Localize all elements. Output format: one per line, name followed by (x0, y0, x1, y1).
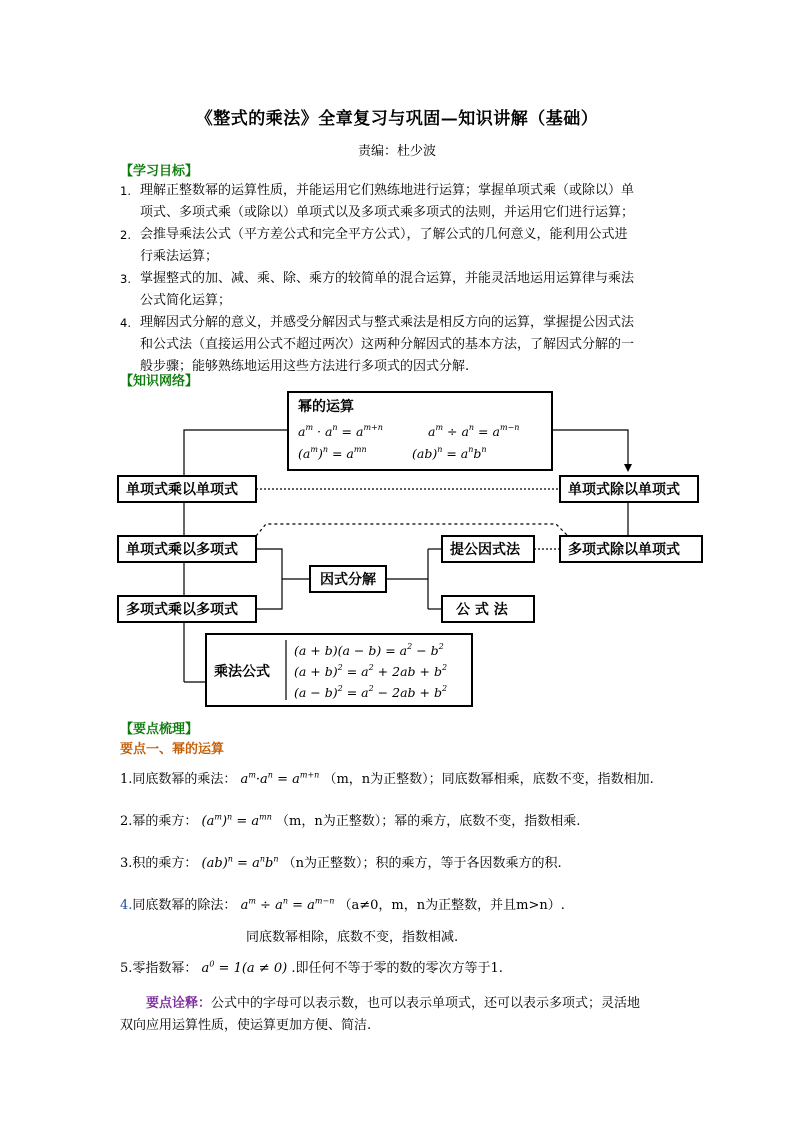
rule-5 (120, 957, 503, 976)
mult-formula-2: $(a + b)^2 = a^2 + 2ab + b^2$ (294, 663, 448, 679)
rule-label: 3.积的乘方： (120, 856, 198, 871)
rule-formula: $a^m\cdot a^n = a^{m+n}$ (240, 770, 320, 787)
note-key: 要点诠释： (146, 996, 212, 1011)
rule-formula: $a^m \div a^n = a^{m-n}$ (240, 896, 335, 913)
knowledge-network-diagram (110, 384, 710, 714)
rule-condition: （n为正整数）；积的乘方，等于各因数乘方的积. (282, 856, 562, 871)
power-box-title: 幂的运算 (298, 399, 354, 415)
arrow-head (624, 464, 632, 472)
rule-4-extra: 同底数幂相除，底数不变，指数相减. (246, 930, 459, 945)
rule-formula: $(ab)^n = a^nb^n$ (201, 854, 279, 871)
rule-number: 4. (120, 898, 133, 913)
goal-item (116, 224, 686, 268)
goal-item (116, 180, 686, 224)
rule-3 (120, 852, 562, 871)
rule-label: 同底数幂的除法： (132, 898, 237, 913)
power-formula-4: $(ab)^n = a^nb^n$ (412, 445, 487, 461)
rule-label: 2.幂的乘方： (120, 814, 198, 829)
rule-condition: （m，n为正整数）；幂的乘方，底数不变，指数相乘. (276, 814, 581, 829)
goals-list (116, 180, 686, 378)
connector-line (256, 549, 282, 609)
goal-number: 1. (120, 184, 131, 198)
label-poly-div-mono: 多项式除以单项式 (568, 542, 680, 558)
goal-text-line: 掌握整式的加、减、乘、除、乘方的较简单的混合运算，并能灵活地运用运算律与乘法 (140, 271, 635, 286)
goal-text-line: 理解因式分解的意义，并感受分解因式与整式乘法是相反方向的运算，掌握提公因式法 (140, 315, 635, 330)
connector-line (552, 430, 628, 466)
label-mono-div-mono: 单项式除以单项式 (568, 482, 680, 498)
rule-4 (120, 894, 565, 913)
editor-line: 责编：杜少波 (357, 144, 436, 159)
goal-text-line: 行乘法运算； (140, 249, 219, 264)
point1-heading: 要点一、幂的运算 (120, 742, 225, 757)
rule-condition: （a≠0，m，n为正整数，并且m>n）. (338, 898, 565, 913)
goal-number: 3. (120, 272, 131, 286)
rule-formula: $a^0 = 1(a \ne 0)$ (201, 959, 288, 976)
label-common-factor: 提公因式法 (450, 542, 520, 558)
label-poly-mul-poly: 多项式乘以多项式 (126, 602, 238, 618)
rule-1 (120, 768, 654, 787)
goal-item (116, 268, 686, 312)
section-goals-heading: 【学习目标】 (120, 164, 199, 179)
label-mono-mul-mono: 单项式乘以单项式 (126, 482, 238, 498)
label-formula-method: 公 式 法 (456, 602, 508, 618)
rule-condition: （m，n为正整数）；同底数幂相乘，底数不变，指数相加. (323, 772, 654, 787)
note-text: 公式中的字母可以表示数，也可以表示单项式，还可以表示多项式；灵活地 (211, 996, 641, 1011)
mult-formula-1: $(a + b)(a - b) = a^2 - b^2$ (294, 642, 444, 658)
goal-text-line: 般步骤；能够熟练地运用这些方法进行多项式的因式分解. (140, 359, 470, 374)
goal-number: 4. (120, 316, 131, 330)
rule-label: 5.零指数幂： (120, 961, 198, 976)
connector-line (184, 430, 288, 476)
note-line-2: 双向应用运算性质，使运算更加方便、简洁. (120, 1018, 372, 1033)
goal-number: 2. (120, 228, 131, 242)
page-title: 《整式的乘法》全章复习与巩固—知识讲解（基础） (195, 109, 599, 129)
goal-text-line: 会推导乘法公式（平方差公式和完全平方公式），了解公式的几何意义，能利用公式进 (140, 227, 628, 242)
goal-item (116, 312, 686, 378)
power-formula-3: $(a^m)^n = a^{mn}$ (298, 445, 367, 461)
section-network-heading: 【知识网络】 (120, 374, 199, 389)
note-line-1 (146, 992, 640, 1011)
mult-formula-3: $(a - b)^2 = a^2 - 2ab + b^2$ (294, 684, 448, 700)
power-formula-1: $a^m \cdot a^n = a^{m+n}$ (298, 423, 383, 439)
rule-2 (120, 810, 580, 829)
label-mult-formula: 乘法公式 (214, 664, 270, 680)
label-factor: 因式分解 (320, 572, 376, 588)
goal-text-line: 和公式法（直接运用公式不超过两次）这两种分解因式的基本方法，了解因式分解的一 (140, 337, 635, 352)
dashed-arc (256, 524, 568, 536)
goal-text-line: 理解正整数幂的运算性质，并能运用它们熟练地进行运算；掌握单项式乘（或除以）单 (140, 183, 635, 198)
rule-label: 1.同底数幂的乘法： (120, 772, 237, 787)
rule-formula: $(a^m)^n = a^{mn}$ (201, 812, 272, 829)
goal-text-line: 项式、多项式乘（或除以）单项式以及多项式乘多项式的法则，并运用它们进行运算； (140, 205, 635, 220)
rule-condition: .即任何不等于零的数的零次方等于1. (291, 961, 503, 976)
goal-text-line: 公式简化运算； (140, 293, 232, 308)
section-points-heading: 【要点梳理】 (120, 722, 199, 737)
label-mono-mul-poly: 单项式乘以多项式 (126, 542, 238, 558)
power-formula-2: $a^m \div a^n = a^{m-n}$ (428, 423, 520, 439)
